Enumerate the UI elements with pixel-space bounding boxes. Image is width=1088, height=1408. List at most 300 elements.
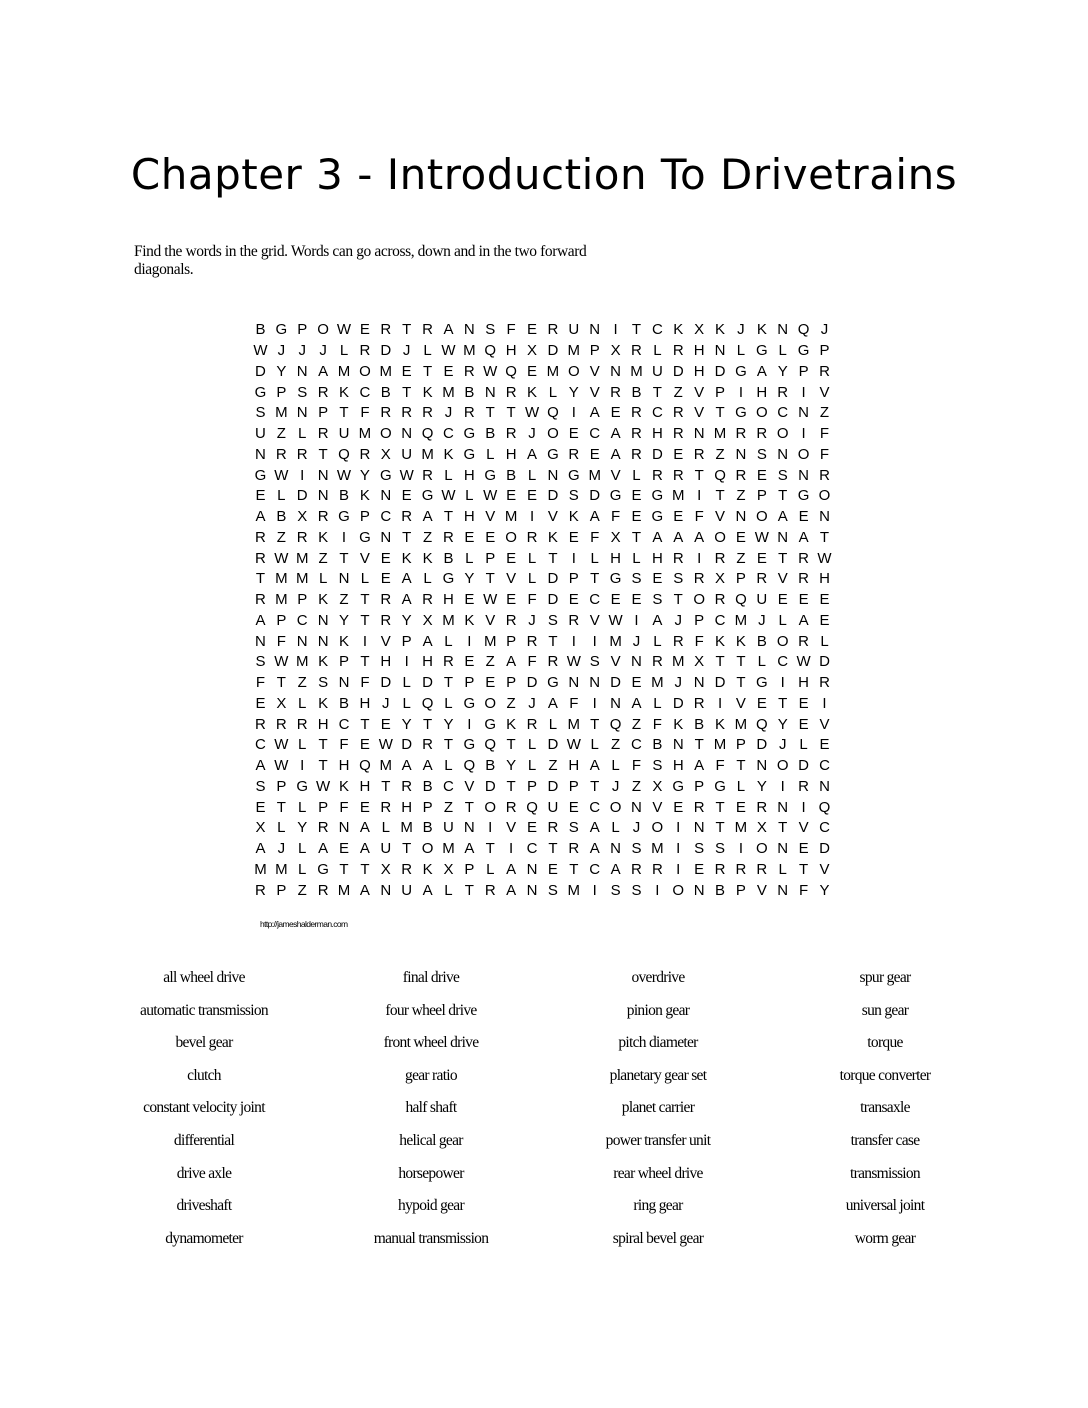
grid-cell: W <box>399 466 414 484</box>
grid-cell: G <box>254 383 267 401</box>
grid-cell: D <box>819 653 830 671</box>
grid-cell: N <box>756 757 768 775</box>
grid-cell: M <box>379 362 393 380</box>
grid-cell: W <box>274 466 289 484</box>
grid-cell: G <box>421 487 434 505</box>
grid-cell: M <box>713 425 727 443</box>
grid-cell: U <box>380 840 392 858</box>
grid-cell: E <box>819 736 830 754</box>
grid-cell: E <box>735 798 746 816</box>
grid-cell: M <box>567 881 581 899</box>
grid-cell: H <box>651 425 663 443</box>
grid-row <box>250 590 835 611</box>
grid-cell: E <box>631 591 642 609</box>
grid-cell: J <box>528 611 536 629</box>
grid-cell: Z <box>276 425 286 443</box>
word-item: spiral bevel gear <box>612 1229 704 1247</box>
grid-cell: W <box>274 757 289 775</box>
grid-cell: P <box>276 383 287 401</box>
grid-cell: L <box>423 342 432 360</box>
grid-cell: M <box>275 570 288 588</box>
grid-cell: E <box>777 591 788 609</box>
grid-cell: L <box>444 466 453 484</box>
grid-cell: E <box>610 591 621 609</box>
grid-cell: R <box>275 715 287 733</box>
grid-cell: R <box>505 425 517 443</box>
grid-cell: S <box>610 881 621 899</box>
grid-cell: F <box>506 321 516 339</box>
grid-cell: K <box>715 632 726 650</box>
grid-cell: R <box>735 466 747 484</box>
grid-cell: R <box>735 425 747 443</box>
grid-cell: A <box>694 528 705 546</box>
grid-cell: J <box>277 342 286 360</box>
grid-cell: R <box>380 591 392 609</box>
grid-cell: V <box>652 798 663 816</box>
grid-cell: A <box>589 819 600 837</box>
grid-row <box>250 382 835 403</box>
grid-cell: R <box>401 508 413 526</box>
grid-cell: R <box>463 404 475 422</box>
grid-cell: E <box>631 487 642 505</box>
grid-cell: H <box>568 757 580 775</box>
grid-cell: T <box>569 860 579 878</box>
grid-cell: W <box>566 736 581 754</box>
grid-cell: D <box>547 570 559 588</box>
grid-cell: P <box>568 777 579 795</box>
word-item: power transfer unit <box>605 1131 711 1149</box>
grid-cell: R <box>651 860 663 878</box>
grid-cell: V <box>715 508 726 526</box>
grid-cell: L <box>444 757 453 775</box>
grid-cell: E <box>506 487 517 505</box>
grid-cell: T <box>360 591 370 609</box>
grid-cell: R <box>714 549 726 567</box>
grid-cell: V <box>380 632 391 650</box>
grid-cell: K <box>359 487 370 505</box>
grid-cell: C <box>255 736 266 754</box>
grid-cell: L <box>799 736 808 754</box>
grid-cell: V <box>589 362 600 380</box>
word-item: worm gear <box>854 1229 916 1247</box>
grid-cell: L <box>736 342 746 360</box>
grid-cell: R <box>819 674 830 692</box>
grid-cell: P <box>506 632 517 650</box>
grid-cell: Q <box>714 466 726 484</box>
grid-cell: N <box>589 674 601 692</box>
grid-cell: C <box>338 715 350 733</box>
grid-cell: H <box>693 362 705 380</box>
grid-cell: O <box>379 425 392 443</box>
grid-cell: P <box>401 632 412 650</box>
grid-cell: T <box>715 404 725 422</box>
grid-cell: Y <box>443 715 454 733</box>
grid-row <box>250 673 835 694</box>
grid-cell: V <box>610 466 621 484</box>
grid-cell: H <box>798 674 810 692</box>
grid-cell: V <box>464 777 475 795</box>
instructions: Find the words in the grid. Words can go across, down and in the two forward diagonals. <box>134 243 587 278</box>
grid-cell: R <box>317 508 329 526</box>
grid-cell: K <box>339 632 350 650</box>
grid-cell: M <box>400 819 413 837</box>
grid-cell: Y <box>506 757 517 775</box>
grid-cell: A <box>756 362 767 380</box>
grid-cell: O <box>421 840 434 858</box>
grid-cell: E <box>401 487 412 505</box>
grid-cell: N <box>777 528 789 546</box>
grid-cell: E <box>255 487 266 505</box>
grid-cell: N <box>317 466 329 484</box>
grid-cell: R <box>568 611 580 629</box>
grid-cell: R <box>672 466 684 484</box>
grid-cell: E <box>339 840 350 858</box>
grid-cell: E <box>631 674 642 692</box>
grid-cell: M <box>567 342 581 360</box>
grid-cell: C <box>380 508 392 526</box>
grid-cell: A <box>652 611 663 629</box>
grid-cell: N <box>338 570 350 588</box>
grid-cell: N <box>672 736 684 754</box>
grid-cell: R <box>819 362 830 380</box>
grid-cell: G <box>755 674 768 692</box>
grid-cell: C <box>777 653 789 671</box>
grid-cell: J <box>758 611 766 629</box>
grid-cell: A <box>673 528 684 546</box>
grid-cell: W <box>274 653 289 671</box>
grid-cell: T <box>631 321 642 339</box>
grid-cell: O <box>505 528 517 546</box>
grid-cell: N <box>714 342 726 360</box>
grid-cell: R <box>296 445 308 463</box>
grid-cell: S <box>631 881 642 899</box>
grid-cell: P <box>297 591 308 609</box>
grid-cell: G <box>547 445 559 463</box>
grid-cell: K <box>318 528 329 546</box>
grid-cell: N <box>568 674 580 692</box>
grid-cell: W <box>441 487 456 505</box>
grid-cell: T <box>694 736 704 754</box>
grid-cell: C <box>819 819 830 837</box>
grid-cell: T <box>255 570 266 588</box>
word-item: torque converter <box>839 1066 931 1084</box>
word-item: universal joint <box>845 1197 925 1215</box>
grid-cell: E <box>255 694 266 712</box>
grid-cell: H <box>693 342 705 360</box>
grid-cell: E <box>798 694 809 712</box>
grid-cell: G <box>317 860 329 878</box>
grid-cell: P <box>694 777 705 795</box>
grid-cell: F <box>276 632 286 650</box>
grid-cell: E <box>527 819 538 837</box>
grid-cell: L <box>298 694 307 712</box>
grid-cell: T <box>715 487 725 505</box>
grid-cell: L <box>444 632 453 650</box>
grid-cell: L <box>527 549 537 567</box>
grid-cell: N <box>610 362 621 380</box>
grid-cell: E <box>443 362 454 380</box>
grid-cell: F <box>527 653 537 671</box>
grid-cell: I <box>571 549 576 567</box>
grid-cell: M <box>254 860 267 878</box>
word-item: transmission <box>850 1164 920 1182</box>
grid-row <box>250 631 835 652</box>
grid-cell: J <box>632 819 641 837</box>
grid-cell: R <box>422 736 433 754</box>
grid-cell: B <box>464 383 475 401</box>
grid-cell: Z <box>631 777 642 795</box>
grid-cell: L <box>527 757 537 775</box>
grid-cell: K <box>464 611 475 629</box>
grid-cell: R <box>255 549 266 567</box>
grid-cell: A <box>589 404 600 422</box>
grid-cell: N <box>798 404 810 422</box>
grid-cell: S <box>631 840 642 858</box>
grid-cell: P <box>568 570 579 588</box>
grid-cell: D <box>484 777 496 795</box>
grid-cell: I <box>592 881 597 899</box>
grid-cell: T <box>485 404 495 422</box>
grid-cell: G <box>359 528 371 546</box>
grid-cell: K <box>339 777 350 795</box>
grid-cell: W <box>754 528 769 546</box>
grid-cell: O <box>484 798 497 816</box>
grid-cell: R <box>568 445 580 463</box>
grid-cell: W <box>483 591 498 609</box>
word-column <box>538 966 778 1259</box>
grid-cell: A <box>422 632 433 650</box>
grid-cell: X <box>715 570 726 588</box>
grid-cell: L <box>653 694 662 712</box>
grid-cell: L <box>465 487 474 505</box>
grid-cell: T <box>339 860 349 878</box>
grid-cell: A <box>631 694 642 712</box>
grid-cell: X <box>527 342 538 360</box>
grid-row <box>250 548 835 569</box>
grid-cell: R <box>631 342 642 360</box>
grid-cell: K <box>715 715 726 733</box>
grid-cell: A <box>255 840 266 858</box>
grid-cell: M <box>379 757 393 775</box>
grid-cell: N <box>819 508 830 526</box>
grid-cell: P <box>798 362 809 380</box>
grid-cell: S <box>297 383 308 401</box>
grid-cell: P <box>527 777 538 795</box>
grid-cell: B <box>422 777 433 795</box>
grid-cell: N <box>610 840 621 858</box>
grid-cell: R <box>380 404 392 422</box>
grid-cell: I <box>488 819 493 837</box>
grid-cell: B <box>485 757 496 775</box>
grid-cell: V <box>819 715 830 733</box>
grid-cell: B <box>255 321 266 339</box>
grid-cell: P <box>318 798 329 816</box>
word-item: spur gear <box>859 969 911 986</box>
grid-cell: X <box>756 819 767 837</box>
grid-cell: J <box>319 342 327 360</box>
grid-cell: R <box>756 570 768 588</box>
grid-cell: V <box>756 881 767 899</box>
grid-cell: L <box>298 840 307 858</box>
word-item: rear wheel drive <box>613 1164 703 1182</box>
grid-cell: H <box>359 694 371 712</box>
grid-cell: H <box>819 570 830 588</box>
grid-cell: L <box>360 570 370 588</box>
grid-cell: X <box>380 860 391 878</box>
grid-cell: L <box>402 694 411 712</box>
grid-cell: N <box>693 674 705 692</box>
grid-cell: D <box>547 777 559 795</box>
grid-cell: E <box>380 570 391 588</box>
grid-cell: P <box>735 736 746 754</box>
grid-cell: A <box>401 757 412 775</box>
grid-cell: Y <box>464 570 475 588</box>
grid-cell: L <box>277 819 286 837</box>
grid-cell: A <box>359 840 370 858</box>
grid-cell: T <box>506 736 516 754</box>
grid-cell: N <box>380 528 392 546</box>
grid-cell: R <box>631 445 642 463</box>
grid-cell: G <box>379 466 392 484</box>
grid-cell: T <box>778 694 788 712</box>
grid-cell: M <box>295 549 309 567</box>
grid-cell: L <box>423 570 432 588</box>
grid-cell: L <box>632 549 641 567</box>
grid-cell: X <box>443 860 454 878</box>
grid-cell: A <box>359 819 370 837</box>
grid-cell: H <box>672 757 684 775</box>
grid-cell: H <box>756 383 768 401</box>
grid-cell: C <box>443 425 454 443</box>
grid-cell: X <box>255 819 266 837</box>
grid-cell: C <box>296 611 308 629</box>
grid-cell: B <box>380 383 391 401</box>
grid-cell: S <box>652 757 663 775</box>
grid-cell: D <box>296 487 308 505</box>
grid-cell: P <box>464 674 475 692</box>
grid-cell: B <box>631 383 642 401</box>
grid-cell: G <box>463 736 476 754</box>
grid-cell: F <box>611 508 621 526</box>
grid-cell: I <box>822 694 827 712</box>
grid-cell: U <box>547 798 559 816</box>
grid-cell: W <box>378 736 393 754</box>
grid-cell: J <box>674 674 682 692</box>
grid-cell: D <box>380 674 392 692</box>
grid-cell: T <box>318 757 328 775</box>
grid-cell: T <box>360 860 370 878</box>
grid-cell: S <box>589 653 600 671</box>
grid-cell: Z <box>443 798 454 816</box>
grid-cell: O <box>755 508 768 526</box>
grid-cell: R <box>255 715 266 733</box>
grid-cell: F <box>715 757 725 775</box>
grid-cell: Y <box>359 466 370 484</box>
grid-cell: O <box>672 881 685 899</box>
grid-cell: C <box>651 404 663 422</box>
grid-cell: L <box>611 819 620 837</box>
grid-cell: P <box>422 798 433 816</box>
grid-cell: T <box>339 404 349 422</box>
grid-cell: P <box>297 321 308 339</box>
grid-cell: A <box>422 508 433 526</box>
grid-cell: A <box>422 757 433 775</box>
grid-cell: L <box>778 611 787 629</box>
grid-cell: W <box>253 342 268 360</box>
grid-cell: J <box>611 777 620 795</box>
grid-cell: N <box>777 321 789 339</box>
grid-cell: D <box>401 736 413 754</box>
grid-cell: E <box>568 425 579 443</box>
grid-cell: A <box>506 653 517 671</box>
grid-cell: P <box>318 404 329 422</box>
grid-cell: N <box>777 798 789 816</box>
grid-cell: M <box>630 362 643 380</box>
grid-cell: R <box>484 881 496 899</box>
grid-cell: P <box>339 653 350 671</box>
grid-cell: Q <box>526 798 538 816</box>
grid-cell: V <box>798 819 809 837</box>
grid-cell: E <box>506 549 517 567</box>
grid-cell: P <box>276 777 287 795</box>
grid-cell: A <box>255 757 266 775</box>
grid-cell: R <box>422 591 433 609</box>
grid-cell: P <box>715 383 726 401</box>
word-item: automatic transmission <box>140 1001 268 1019</box>
grid-cell: O <box>547 425 559 443</box>
grid-cell: V <box>735 694 746 712</box>
grid-cell: R <box>693 570 705 588</box>
grid-cell: V <box>777 570 788 588</box>
grid-cell: A <box>652 528 663 546</box>
grid-cell: L <box>486 445 495 463</box>
grid-row <box>250 465 835 486</box>
grid-cell: N <box>296 404 308 422</box>
grid-cell: Y <box>401 715 412 733</box>
grid-cell: T <box>485 840 495 858</box>
grid-cell: U <box>443 819 454 837</box>
grid-cell: R <box>317 425 329 443</box>
grid-cell: T <box>485 570 495 588</box>
grid-cell: T <box>548 632 558 650</box>
grid-cell: I <box>467 632 472 650</box>
grid-cell: P <box>589 342 600 360</box>
grid-cell: K <box>339 383 350 401</box>
grid-cell: R <box>255 528 266 546</box>
grid-cell: F <box>652 715 662 733</box>
grid-cell: A <box>798 528 809 546</box>
grid-cell: R <box>526 715 538 733</box>
grid-row <box>250 528 835 549</box>
grid-cell: M <box>358 425 372 443</box>
grid-cell: O <box>484 694 497 712</box>
grid-cell: C <box>359 383 371 401</box>
grid-cell: M <box>295 570 309 588</box>
grid-cell: I <box>738 383 744 401</box>
grid-cell: I <box>676 819 681 837</box>
grid-cell: T <box>819 528 830 546</box>
grid-cell: V <box>694 404 705 422</box>
grid-cell: T <box>443 508 454 526</box>
grid-cell: Z <box>506 694 516 712</box>
grid-cell: N <box>693 425 705 443</box>
grid-cell: E <box>527 362 538 380</box>
grid-cell: Z <box>715 445 725 463</box>
grid-cell: A <box>610 445 621 463</box>
grid-cell: E <box>527 487 538 505</box>
grid-cell: B <box>652 736 663 754</box>
grid-cell: B <box>276 508 287 526</box>
